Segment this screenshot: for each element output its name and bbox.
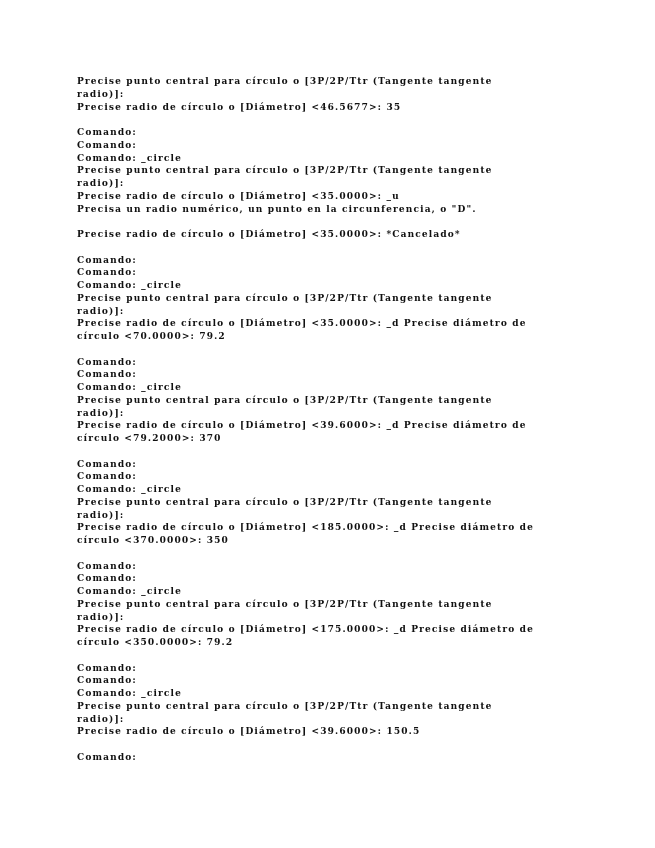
command-line: Precise radio de círculo o [Diámetro] <39.6000>: _d Precise diámetro de: [77, 421, 527, 432]
command-line: Precise radio de círculo o [Diámetro] <39.6000>: 150.5: [77, 727, 421, 738]
command-line: Comando: _circle: [77, 689, 182, 699]
command-line: círculo <79.2000>: 370: [77, 434, 222, 444]
command-line: Precisa un radio numérico, un punto en la circunferencia, o "D".: [77, 204, 477, 215]
command-line: Precise radio de círculo o [Diámetro] <35.0000>: _u: [77, 191, 400, 202]
command-line: círculo <70.0000>: 79.2: [77, 332, 226, 342]
command-line: Comando:: [77, 268, 137, 279]
command-line: Comando:: [77, 357, 137, 368]
command-line: Comando:: [77, 676, 137, 687]
command-line: Precise punto central para círculo o [3P/2P/Ttr (Tangente tangente: [77, 166, 493, 177]
command-line: Comando: _circle: [77, 587, 182, 597]
command-line: [77, 216, 637, 229]
command-line: radio)]:: [77, 306, 125, 317]
command-line: Precise radio de círculo o [Diámetro] <35.0000>: _d Precise diámetro de: [77, 319, 527, 330]
command-line: Precise radio de círculo o [Diámetro] <185.0000>: _d Precise diámetro de: [77, 523, 534, 534]
command-line: Precise punto central para círculo o [3P/2P/Ttr (Tangente tangente: [77, 701, 493, 712]
command-line: Comando:: [77, 459, 137, 470]
command-line: [77, 548, 637, 561]
command-line: Comando: _circle: [77, 281, 182, 291]
command-line: radio)]:: [77, 714, 125, 725]
command-line: círculo <350.0000>: 79.2: [77, 638, 234, 648]
command-line: círculo <370.0000>: 350: [77, 536, 229, 546]
command-line: Comando:: [77, 663, 137, 674]
command-line: Comando:: [77, 472, 137, 483]
command-line: radio)]:: [77, 89, 125, 100]
command-line: radio)]:: [77, 612, 125, 623]
command-line: Precise radio de círculo o [Diámetro] <46.5677>: 35: [77, 102, 402, 113]
command-history-log: [77, 76, 637, 765]
command-line: Comando:: [77, 255, 137, 266]
command-line: Comando: _circle: [77, 153, 182, 164]
command-line: [77, 446, 637, 459]
command-line: Comando:: [77, 370, 137, 381]
command-line: Comando: _circle: [77, 383, 182, 393]
command-line: Comando:: [77, 561, 137, 572]
command-line: [77, 344, 637, 357]
command-line: radio)]:: [77, 510, 125, 521]
command-line: radio)]:: [77, 179, 125, 189]
command-line: Precise radio de círculo o [Diámetro] <35.0000>: *Cancelado*: [77, 230, 461, 240]
command-line: Comando:: [77, 752, 137, 763]
command-line: Comando:: [77, 128, 137, 138]
command-line: [77, 650, 637, 663]
command-line: Comando:: [77, 574, 137, 585]
command-line: [77, 114, 637, 127]
command-line: Precise punto central para círculo o [3P/2P/Ttr (Tangente tangente: [77, 293, 493, 304]
command-line: radio)]:: [77, 408, 125, 419]
command-line: Precise punto central para círculo o [3P/2P/Ttr (Tangente tangente: [77, 395, 493, 406]
command-line: [77, 242, 637, 255]
command-line: Precise radio de círculo o [Diámetro] <175.0000>: _d Precise diámetro de: [77, 625, 534, 636]
command-line: Precise punto central para círculo o [3P/2P/Ttr (Tangente tangente: [77, 77, 493, 87]
command-line: Precise punto central para círculo o [3P/2P/Ttr (Tangente tangente: [77, 599, 493, 610]
command-line: [77, 739, 637, 752]
command-line: Precise punto central para círculo o [3P/2P/Ttr (Tangente tangente: [77, 497, 493, 508]
command-line: Comando:: [77, 140, 137, 151]
command-line: Comando: _circle: [77, 485, 182, 495]
